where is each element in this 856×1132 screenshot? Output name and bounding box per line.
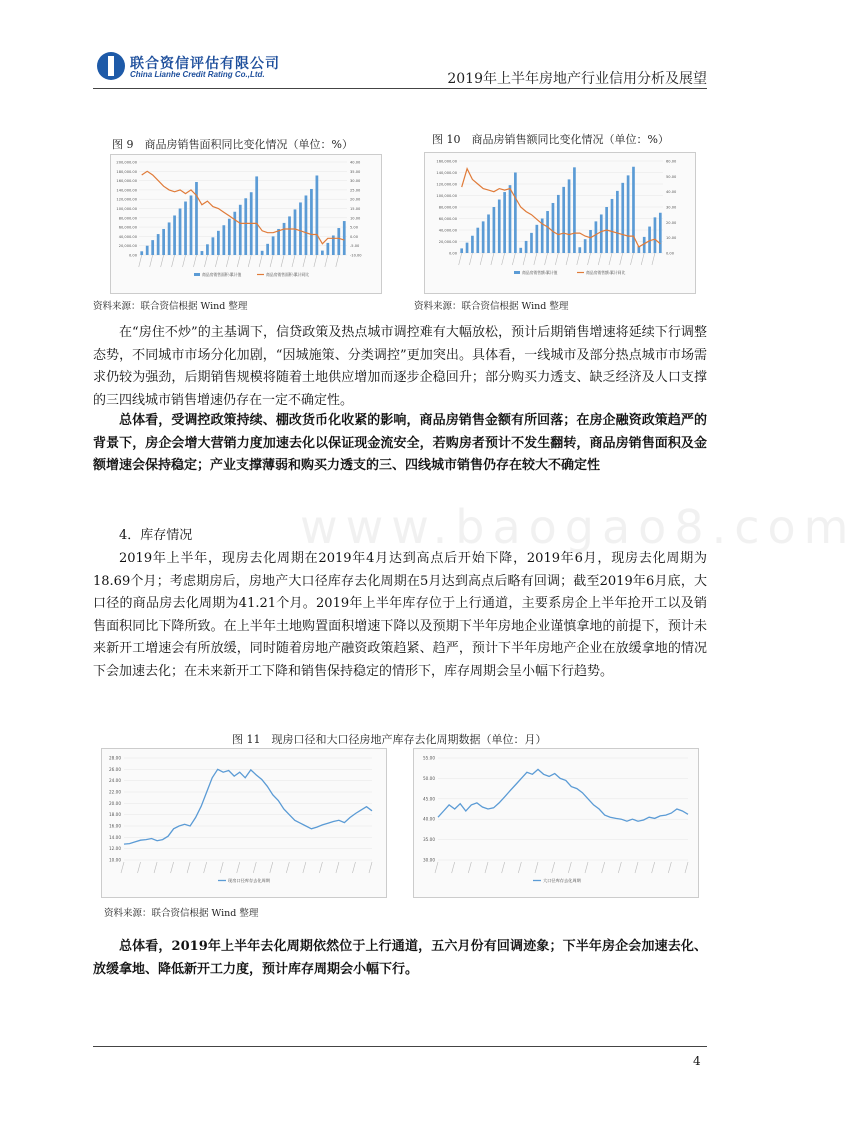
fig9-svg bbox=[111, 155, 381, 293]
bar bbox=[493, 207, 496, 253]
legend-bar-label: 商品房销售额:累计值 bbox=[522, 270, 558, 275]
y-right-tick: 10.00 bbox=[350, 216, 361, 221]
bar bbox=[498, 200, 501, 253]
y-tick: 16.00 bbox=[109, 823, 121, 829]
y-left-tick: 100,000.00 bbox=[116, 207, 137, 211]
bar bbox=[514, 173, 517, 254]
bar bbox=[648, 227, 651, 253]
y-right-tick: -5.00 bbox=[350, 244, 360, 249]
fig11-source: 资料来源：联合资信根据 Wind 整理 bbox=[104, 908, 259, 919]
x-tick bbox=[286, 862, 289, 873]
y-right-tick: 50.00 bbox=[666, 174, 677, 179]
x-tick bbox=[534, 253, 537, 265]
bar bbox=[552, 203, 555, 253]
y-tick: 18.00 bbox=[109, 812, 121, 818]
paragraph-2: 总体看，受调控政策持续、棚改货币化收紧的影响，商品房销售金额有所回落；在房企融资政策趋严的背景下，房企会增大营销力度加速去化以保证现金流安全，若购房者预计不发生翻转，商品房销售面积及金额增速会保持稳定；产业支撑薄弱和购买力透支的三、四线城市销售仍存在较大不确定性 bbox=[93, 413, 707, 473]
bar bbox=[212, 237, 215, 255]
x-tick bbox=[215, 255, 218, 267]
y-left-tick: 80,000.00 bbox=[118, 216, 137, 221]
x-tick bbox=[585, 862, 588, 873]
bar bbox=[589, 230, 592, 253]
bar bbox=[536, 225, 539, 253]
x-tick bbox=[281, 255, 284, 267]
y-tick: 28.00 bbox=[109, 755, 121, 761]
x-tick bbox=[270, 862, 273, 873]
fig11-caption: 图 11 现房口径和大口径房地产库存去化周期数据（单位：月） bbox=[232, 733, 547, 746]
x-tick bbox=[480, 253, 483, 265]
y-left-tick: 160,000.00 bbox=[116, 179, 137, 184]
y-tick: 24.00 bbox=[109, 778, 121, 784]
y-left-tick: 20,000.00 bbox=[118, 244, 137, 249]
bar bbox=[525, 241, 528, 253]
x-tick bbox=[172, 255, 175, 267]
series-line bbox=[462, 169, 661, 247]
bar bbox=[283, 223, 286, 255]
bar bbox=[611, 199, 614, 253]
legend-line-label: 商品房销售面积:累计同比 bbox=[266, 272, 310, 277]
y-tick: 50.00 bbox=[423, 775, 435, 781]
bar bbox=[487, 214, 490, 253]
bar bbox=[272, 236, 275, 255]
bar bbox=[305, 195, 308, 255]
bar bbox=[568, 179, 571, 253]
y-tick: 45.00 bbox=[423, 796, 435, 802]
bar bbox=[157, 234, 160, 255]
x-tick bbox=[292, 255, 295, 267]
x-tick bbox=[187, 862, 190, 873]
x-tick bbox=[630, 253, 633, 265]
x-tick bbox=[620, 253, 623, 265]
fig11-left-chart bbox=[101, 748, 387, 898]
x-tick bbox=[303, 862, 306, 873]
footer-divider bbox=[93, 1046, 707, 1047]
y-left-tick: 40,000.00 bbox=[438, 228, 457, 233]
x-tick bbox=[518, 862, 521, 873]
x-tick bbox=[577, 253, 580, 265]
y-tick: 30.00 bbox=[423, 857, 435, 863]
x-tick bbox=[161, 255, 164, 267]
y-tick: 14.00 bbox=[109, 834, 121, 840]
y-tick: 35.00 bbox=[423, 837, 435, 843]
bar bbox=[659, 213, 662, 253]
x-tick bbox=[204, 255, 207, 267]
x-tick bbox=[435, 862, 438, 873]
x-tick bbox=[468, 862, 471, 873]
y-tick: 20.00 bbox=[109, 800, 121, 806]
y-left-tick: 120,000.00 bbox=[116, 197, 137, 202]
y-left-tick: 120,000.00 bbox=[436, 182, 457, 187]
series-line bbox=[438, 769, 688, 821]
x-tick bbox=[336, 862, 339, 873]
x-tick bbox=[237, 255, 240, 267]
fig11-right-svg bbox=[414, 749, 698, 897]
bar bbox=[530, 233, 533, 253]
bar bbox=[206, 244, 209, 255]
x-tick bbox=[555, 253, 558, 265]
bar bbox=[326, 243, 329, 255]
bar bbox=[299, 202, 302, 255]
bar bbox=[266, 244, 269, 255]
bar bbox=[239, 205, 242, 255]
x-tick bbox=[641, 253, 644, 265]
x-tick bbox=[618, 862, 621, 873]
paragraph-4: 总体看，2019年上半年去化周期依然位于上行通道，五六月份有回调迹象；下半年房企会加速去化、放缓拿地、降低新开工力度，预计库存周期会小幅下行。 bbox=[93, 939, 707, 977]
bar bbox=[168, 222, 171, 255]
y-left-tick: 40,000.00 bbox=[118, 234, 137, 239]
x-tick bbox=[452, 862, 455, 873]
legend-label: 现房口径库存去化周期 bbox=[228, 878, 270, 883]
x-tick bbox=[270, 255, 273, 267]
bar bbox=[228, 219, 231, 255]
bar bbox=[621, 183, 624, 253]
x-tick bbox=[535, 862, 538, 873]
bar bbox=[562, 187, 565, 253]
x-tick bbox=[138, 862, 141, 873]
bar bbox=[222, 225, 225, 255]
x-tick bbox=[336, 255, 339, 267]
y-right-tick: 25.00 bbox=[350, 188, 361, 193]
x-tick bbox=[635, 862, 638, 873]
company-logo-icon bbox=[97, 52, 125, 80]
bar bbox=[255, 176, 258, 255]
x-tick bbox=[237, 862, 240, 873]
bar bbox=[471, 236, 474, 253]
x-tick bbox=[685, 862, 688, 873]
bar bbox=[321, 251, 324, 255]
x-tick bbox=[183, 255, 186, 267]
bar bbox=[201, 251, 204, 255]
y-left-tick: 0.00 bbox=[128, 253, 137, 258]
y-left-tick: 60,000.00 bbox=[438, 217, 457, 221]
y-tick: 55.00 bbox=[423, 755, 435, 761]
bar bbox=[140, 251, 143, 255]
bar bbox=[460, 248, 463, 253]
bar bbox=[632, 167, 635, 253]
x-tick bbox=[193, 255, 196, 267]
y-right-tick: 60.00 bbox=[666, 159, 677, 164]
y-left-tick: 0.00 bbox=[448, 251, 457, 256]
y-tick: 26.00 bbox=[109, 766, 121, 772]
y-left-tick: 60,000.00 bbox=[118, 225, 137, 230]
x-tick bbox=[523, 253, 526, 265]
x-tick bbox=[566, 253, 569, 265]
x-tick bbox=[319, 862, 322, 873]
bar bbox=[294, 209, 297, 255]
x-tick bbox=[325, 255, 328, 267]
y-left-tick: 160,000.00 bbox=[436, 159, 457, 164]
x-tick bbox=[369, 862, 372, 873]
x-tick bbox=[253, 862, 256, 873]
x-tick bbox=[150, 255, 153, 267]
company-name-cn: 联合资信评估有限公司 bbox=[130, 56, 280, 72]
bar bbox=[277, 229, 280, 255]
section-4-title: 4．库存情况 bbox=[119, 528, 193, 543]
y-right-tick: 10.00 bbox=[666, 236, 677, 241]
y-right-tick: 5.00 bbox=[350, 225, 359, 230]
x-tick bbox=[259, 255, 262, 267]
bar bbox=[503, 192, 506, 253]
page-number: 4 bbox=[693, 1054, 701, 1068]
paragraph-1: 在“房住不炒”的主基调下，信贷政策及热点城市调控难有大幅放松，预计后期销售增速将延续下行调整态势，不同城市市场分化加剧，“因城施策、分类调控”更加突出。具体看，一线城市及部分热点城市市场需求仍较为强劲，后期销售规模将随着土地供应增加而逐步企稳回升；部分购买力透支、缺乏经济及人口支撑的三四线城市销售增速仍存在一定不确定性。 bbox=[93, 325, 707, 408]
x-tick bbox=[502, 862, 505, 873]
bar bbox=[310, 189, 313, 255]
x-tick bbox=[121, 862, 124, 873]
bar bbox=[466, 243, 469, 253]
y-right-tick: 40.00 bbox=[350, 160, 361, 165]
x-tick bbox=[248, 255, 251, 267]
bar bbox=[557, 195, 560, 253]
bar bbox=[519, 248, 522, 253]
bar bbox=[146, 246, 149, 255]
fig10-source: 资料来源：联合资信根据 Wind 整理 bbox=[414, 301, 569, 312]
bar bbox=[578, 247, 581, 253]
bar bbox=[195, 182, 198, 255]
y-right-tick: 30.00 bbox=[350, 179, 361, 184]
y-right-tick: 40.00 bbox=[666, 190, 677, 195]
x-tick bbox=[545, 253, 548, 265]
bar bbox=[573, 167, 576, 253]
x-tick bbox=[204, 862, 207, 873]
x-tick bbox=[512, 253, 515, 265]
bar bbox=[190, 195, 193, 255]
x-tick bbox=[314, 255, 317, 267]
x-tick bbox=[502, 253, 505, 265]
x-tick bbox=[459, 253, 462, 265]
y-right-tick: 35.00 bbox=[350, 169, 361, 174]
company-name-en: China Lianhe Credit Rating Co.,Ltd. bbox=[130, 70, 265, 79]
y-left-tick: 180,000.00 bbox=[116, 169, 137, 174]
y-right-tick: 20.00 bbox=[666, 220, 677, 225]
y-tick: 12.00 bbox=[109, 846, 121, 852]
bar bbox=[151, 240, 154, 255]
bar bbox=[244, 198, 247, 255]
report-title: 2019年上半年房地产行业信用分析及展望 bbox=[447, 71, 707, 87]
fig10-caption: 图 10 商品房销售额同比变化情况（单位：%） bbox=[432, 133, 669, 146]
bar bbox=[261, 251, 264, 255]
fig9-chart bbox=[110, 154, 382, 294]
x-tick bbox=[652, 253, 655, 265]
fig11-left-svg bbox=[102, 749, 386, 897]
x-tick bbox=[469, 253, 472, 265]
fig10-chart bbox=[424, 152, 696, 294]
y-left-tick: 80,000.00 bbox=[438, 205, 457, 210]
x-tick bbox=[668, 862, 671, 873]
x-tick bbox=[171, 862, 174, 873]
header-divider bbox=[93, 88, 707, 89]
legend-bar-swatch bbox=[514, 271, 520, 274]
bar bbox=[179, 209, 182, 256]
legend-bar-swatch bbox=[194, 273, 200, 276]
bar bbox=[627, 175, 630, 253]
x-tick bbox=[568, 862, 571, 873]
bar bbox=[288, 216, 291, 255]
y-left-tick: 140,000.00 bbox=[116, 188, 137, 193]
x-tick bbox=[602, 862, 605, 873]
bar bbox=[509, 185, 512, 253]
bar bbox=[217, 231, 220, 255]
x-tick bbox=[220, 862, 223, 873]
x-tick bbox=[352, 862, 355, 873]
bar bbox=[482, 221, 485, 253]
y-left-tick: 20,000.00 bbox=[438, 240, 457, 244]
y-right-tick: 0.00 bbox=[350, 234, 359, 239]
x-tick bbox=[491, 253, 494, 265]
bar bbox=[595, 221, 598, 253]
x-tick bbox=[552, 862, 555, 873]
y-right-tick: -10.00 bbox=[350, 253, 362, 258]
bar bbox=[546, 211, 549, 253]
x-tick bbox=[598, 253, 601, 265]
bar bbox=[233, 212, 236, 255]
x-tick bbox=[139, 255, 142, 267]
bar bbox=[600, 214, 603, 253]
x-tick bbox=[609, 253, 612, 265]
legend-label: 大口径库存去化周期 bbox=[543, 878, 581, 883]
series-line bbox=[142, 171, 345, 244]
bar bbox=[654, 217, 657, 253]
fig11-right-chart bbox=[413, 748, 699, 898]
bar bbox=[184, 202, 187, 255]
x-tick bbox=[485, 862, 488, 873]
legend-bar-label: 商品房销售面积:累计值 bbox=[202, 272, 242, 277]
bar bbox=[584, 239, 587, 253]
x-tick bbox=[154, 862, 157, 873]
x-tick bbox=[226, 255, 229, 267]
legend-line-label: 商品房销售额:累计同比 bbox=[586, 270, 626, 275]
fig9-caption: 图 9 商品房销售面积同比变化情况（单位：%） bbox=[112, 138, 353, 151]
fig10-svg bbox=[425, 153, 695, 293]
y-tick: 22.00 bbox=[109, 789, 121, 795]
y-left-tick: 200,000.00 bbox=[116, 160, 137, 165]
y-right-tick: 15.00 bbox=[350, 207, 361, 211]
bar bbox=[616, 191, 619, 253]
y-right-tick: 0.00 bbox=[666, 251, 675, 256]
fig9-source: 资料来源：联合资信根据 Wind 整理 bbox=[93, 301, 248, 312]
watermark: www.baogao8.com bbox=[300, 500, 856, 554]
bar bbox=[162, 229, 165, 255]
y-right-tick: 20.00 bbox=[350, 197, 361, 202]
y-tick: 10.00 bbox=[109, 857, 121, 863]
paragraph-3: 2019年上半年，现房去化周期在2019年4月达到高点后开始下降，2019年6月，现房去化周期为18.69个月；考虑期房后，房地产大口径库存去化周期在5月达到高点后略有回调；截至2019年6月底，大口径的商品房去化周期为41.21个月。2019年上半年库存位于上行通道，主要系房企上半年抢开工以及销售面积同比下降所致。在上半年土地购置面积增速下降以及预期下半年房地企业谨慎拿地的前提下，预计未来新开工增速会有所放缓，同时随着房地产融资政策趋紧、趋严，预计下半年房地产企业在放缓拿地的情况下会加速去化；在未来新开工下降和销售保持稳定的情形下，库存周期会呈小幅下行趋势。 bbox=[93, 551, 707, 679]
y-left-tick: 140,000.00 bbox=[436, 171, 457, 175]
x-tick bbox=[652, 862, 655, 873]
y-right-tick: 30.00 bbox=[666, 205, 677, 210]
bar bbox=[476, 228, 479, 253]
x-tick bbox=[303, 255, 306, 267]
bar bbox=[316, 175, 319, 255]
x-tick bbox=[588, 253, 591, 265]
bar bbox=[343, 221, 346, 255]
bar bbox=[173, 215, 176, 255]
y-tick: 40.00 bbox=[423, 816, 435, 822]
y-left-tick: 100,000.00 bbox=[436, 194, 457, 198]
bar bbox=[337, 228, 340, 255]
